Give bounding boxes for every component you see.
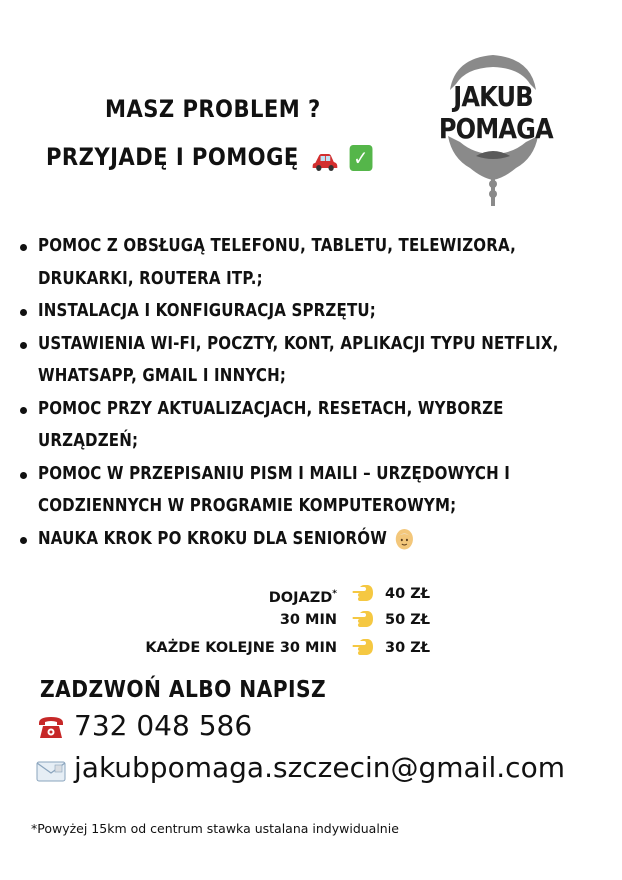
price-label: 30 MIN bbox=[279, 612, 337, 628]
pointing-hand-icon bbox=[352, 610, 374, 628]
service-item bbox=[18, 458, 608, 523]
service-item-text: POMOC Z OBSŁUGĄ TELEFONU, TABLETU, TELEWIZORA, DRUKARKI, ROUTERA ITP.; bbox=[38, 236, 516, 289]
price-value: 50 ZŁ bbox=[385, 612, 431, 628]
phone-number[interactable]: 732 048 586 bbox=[74, 709, 253, 742]
jakub-pomaga-logo bbox=[430, 50, 556, 210]
headline-offer-text: PRZYJADĘ I POMOGĘ bbox=[46, 143, 299, 171]
bullet-point bbox=[20, 472, 27, 479]
logo-text-line1: JAKUB bbox=[453, 80, 533, 113]
green-check-icon: ✓ bbox=[350, 145, 373, 171]
older-person-icon bbox=[396, 529, 413, 549]
bullet-point bbox=[20, 407, 27, 414]
service-item-text: NAUKA KROK PO KROKU DLA SENIORÓW bbox=[38, 528, 388, 549]
price-row bbox=[0, 582, 622, 606]
service-item bbox=[18, 393, 608, 458]
service-item-text: USTAWIENIA WI-FI, POCZTY, KONT, APLIKACJI TYPU NETFLIX, WHATSAPP, GMAIL I INNYCH; bbox=[38, 333, 559, 386]
price-value: 30 ZŁ bbox=[385, 640, 431, 656]
logo-text-line2: POMAGA bbox=[438, 112, 553, 145]
price-label: DOJAZD* bbox=[268, 589, 337, 606]
services-list bbox=[18, 230, 608, 555]
bullet-point bbox=[20, 537, 27, 544]
service-item bbox=[18, 230, 608, 295]
price-value: 40 ZŁ bbox=[385, 586, 431, 602]
service-item bbox=[18, 295, 608, 328]
headline-offer bbox=[46, 143, 372, 171]
bullet-point bbox=[20, 309, 27, 316]
bullet-point bbox=[20, 244, 27, 251]
envelope-icon bbox=[36, 757, 66, 781]
price-label: KAŻDE KOLEJNE 30 MIN bbox=[145, 640, 337, 656]
contact-heading: ZADZWOŃ ALBO NAPISZ bbox=[40, 677, 327, 703]
service-item bbox=[18, 328, 608, 393]
asterisk-mark: * bbox=[332, 589, 337, 599]
phone-contact[interactable] bbox=[36, 709, 252, 742]
pointing-hand-icon bbox=[352, 638, 374, 656]
service-item-text: POMOC PRZY AKTUALIZACJACH, RESETACH, WYBORZE URZĄDZEŃ; bbox=[38, 398, 504, 451]
bullet-point bbox=[20, 342, 27, 349]
headline-question-text: MASZ PROBLEM ? bbox=[105, 95, 321, 123]
service-item bbox=[18, 523, 608, 556]
price-row bbox=[0, 608, 622, 632]
service-item-text: INSTALACJA I KONFIGURACJA SPRZĘTU; bbox=[38, 301, 376, 321]
email-address[interactable]: jakubpomaga.szczecin@gmail.com bbox=[74, 751, 565, 784]
email-contact[interactable] bbox=[36, 751, 565, 784]
price-row bbox=[0, 636, 622, 660]
red-car-icon bbox=[312, 149, 338, 167]
service-item-text-wrap bbox=[38, 523, 413, 556]
service-item-text: POMOC W PRZEPISANIU PISM I MAILI – URZĘDOWYCH I CODZIENNYCH W PROGRAMIE KOMPUTEROWYM; bbox=[38, 463, 511, 516]
telephone-icon bbox=[36, 714, 66, 740]
headline-question bbox=[105, 95, 321, 123]
pointing-hand-icon bbox=[352, 584, 374, 602]
footnote: *Powyżej 15km od centrum stawka ustalana indywidualnie bbox=[31, 821, 399, 836]
